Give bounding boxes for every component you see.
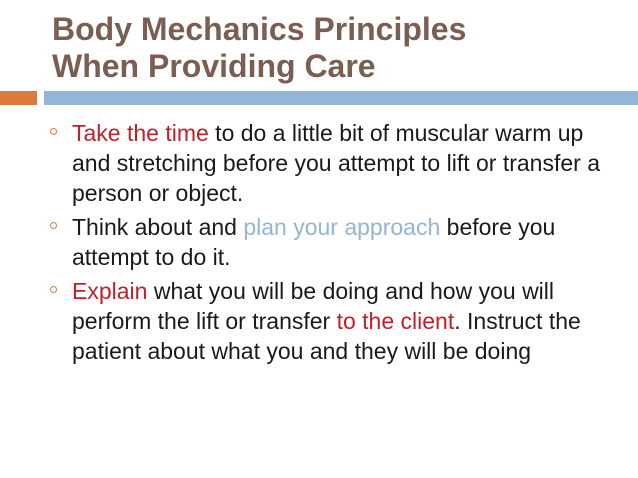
bullet-3-segment-2: what you will be doing and how you will perform the lift or transfer [72, 278, 555, 334]
slide-title [52, 11, 612, 85]
bullet-2-segment-2: plan your approach [243, 214, 441, 240]
hollow-circle-icon [50, 128, 57, 135]
title-rule-accent [0, 91, 37, 105]
hollow-circle-icon [50, 222, 57, 229]
hollow-circle-icon [50, 286, 57, 293]
title-rule-bar [44, 91, 638, 105]
bullet-3-segment-3: to the client [336, 308, 455, 334]
bullet-list [50, 118, 610, 370]
slide-title-line-1: Body Mechanics Principles [52, 11, 467, 47]
bullet-item-2 [50, 212, 610, 272]
bullet-item-3 [50, 276, 610, 366]
bullet-item-1 [50, 118, 610, 208]
bullet-2-segment-3: before you attempt to do it. [72, 214, 556, 270]
bullet-3-segment-1: Explain [72, 278, 148, 304]
bullet-1-segment-2: to do a little bit of muscular warm up and stretching before you attempt to lift or transfer a person or object. [72, 120, 601, 206]
bullet-2-segment-1: Think about and [72, 214, 244, 240]
bullet-3-segment-4: . Instruct the patient about what you and they will be doing [72, 308, 581, 364]
bullet-1-segment-1: Take the time [72, 120, 209, 146]
slide-title-line-2: When Providing Care [52, 48, 376, 84]
